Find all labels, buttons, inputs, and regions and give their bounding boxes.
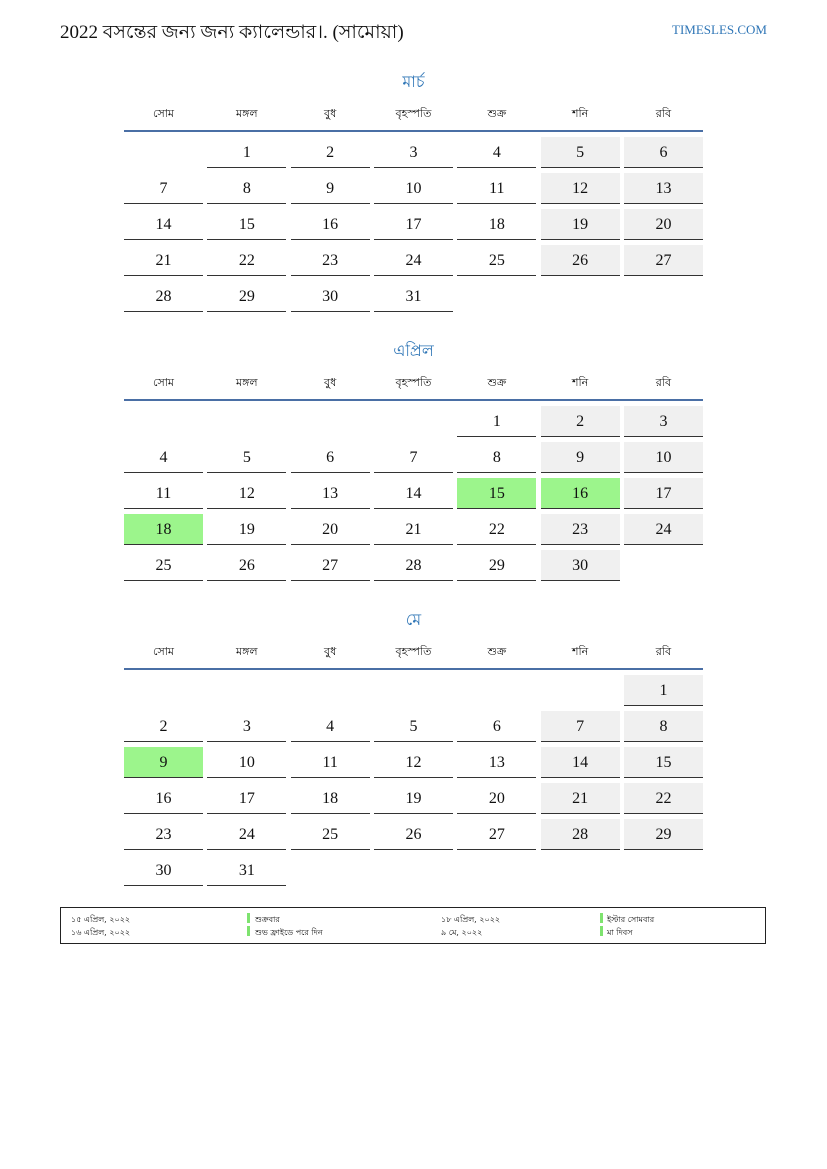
month-block xyxy=(124,70,703,312)
legend-swatch xyxy=(247,926,250,936)
weekday-label: বুধ xyxy=(324,376,337,389)
day-cell[interactable]: 17 xyxy=(207,783,286,814)
day-cell[interactable]: 21 xyxy=(541,783,620,814)
empty-day-cell xyxy=(624,281,703,312)
day-cell[interactable]: 15 xyxy=(624,747,703,778)
day-cell[interactable]: 21 xyxy=(374,514,453,545)
day-cell[interactable]: 27 xyxy=(291,550,370,581)
day-cell[interactable]: 27 xyxy=(457,819,536,850)
empty-day-cell xyxy=(207,675,286,706)
week-row xyxy=(124,545,703,581)
day-cell[interactable]: 26 xyxy=(207,550,286,581)
day-cell[interactable]: 9 xyxy=(291,173,370,204)
day-cell[interactable]: 10 xyxy=(624,442,703,473)
day-cell[interactable]: 6 xyxy=(457,711,536,742)
day-cell[interactable]: 15 xyxy=(207,209,286,240)
weekday-label: বৃহস্পতি xyxy=(395,107,432,120)
site-link[interactable]: TIMESLES.COM xyxy=(672,22,767,37)
day-cell[interactable]: 16 xyxy=(541,478,620,509)
empty-day-cell xyxy=(457,281,536,312)
week-row xyxy=(124,509,703,545)
day-cell[interactable]: 5 xyxy=(207,442,286,473)
weekday-label: শনি xyxy=(572,107,589,120)
day-cell[interactable]: 9 xyxy=(541,442,620,473)
day-cell[interactable]: 27 xyxy=(624,245,703,276)
day-cell[interactable]: 20 xyxy=(291,514,370,545)
day-cell[interactable]: 23 xyxy=(541,514,620,545)
day-cell[interactable]: 26 xyxy=(541,245,620,276)
empty-day-cell xyxy=(457,855,536,886)
month-title: মে xyxy=(405,610,422,629)
day-cell[interactable]: 4 xyxy=(291,711,370,742)
day-cell[interactable]: 18 xyxy=(291,783,370,814)
day-cell[interactable]: 13 xyxy=(291,478,370,509)
day-cell[interactable]: 14 xyxy=(541,747,620,778)
month-block xyxy=(124,339,703,581)
month-title: মার্চ xyxy=(402,72,425,91)
empty-day-cell xyxy=(291,675,370,706)
weekday-label: বৃহস্পতি xyxy=(395,645,432,658)
weekday-label: বৃহস্পতি xyxy=(395,376,432,389)
legend-date: ১৬ এপ্রিল, ২০২২ xyxy=(71,928,131,937)
page-title: 2022 বসন্তের জন্য জন্য ক্যালেন্ডার।. (সামোয়া) xyxy=(60,22,404,43)
day-cell[interactable]: 1 xyxy=(457,406,536,437)
legend-holiday-name: ইস্টার সোমবার xyxy=(607,915,655,924)
day-cell[interactable]: 30 xyxy=(291,281,370,312)
weekday-label: মঙ্গল xyxy=(236,645,258,658)
day-cell[interactable]: 10 xyxy=(374,173,453,204)
legend-swatch xyxy=(600,926,603,936)
day-cell[interactable]: 31 xyxy=(207,855,286,886)
legend-date: ৯ মে, ২০২২ xyxy=(441,928,483,937)
empty-day-cell xyxy=(457,675,536,706)
day-cell[interactable]: 3 xyxy=(374,137,453,168)
empty-day-cell xyxy=(291,855,370,886)
day-cell[interactable]: 14 xyxy=(124,209,203,240)
day-cell[interactable]: 15 xyxy=(457,478,536,509)
day-cell[interactable]: 21 xyxy=(124,245,203,276)
day-cell[interactable]: 6 xyxy=(624,137,703,168)
day-cell[interactable]: 28 xyxy=(541,819,620,850)
weekday-header xyxy=(124,642,703,668)
day-cell[interactable]: 28 xyxy=(374,550,453,581)
weekday-label: বুধ xyxy=(324,107,337,120)
day-cell[interactable]: 20 xyxy=(624,209,703,240)
day-cell[interactable]: 30 xyxy=(541,550,620,581)
empty-day-cell xyxy=(374,675,453,706)
week-row xyxy=(124,401,703,437)
legend-date: ১৫ এপ্রিল, ২০২২ xyxy=(71,915,131,924)
day-cell[interactable]: 2 xyxy=(291,137,370,168)
day-cell[interactable]: 12 xyxy=(207,478,286,509)
day-cell[interactable]: 16 xyxy=(124,783,203,814)
weekday-header xyxy=(124,104,703,130)
day-cell[interactable]: 19 xyxy=(374,783,453,814)
day-cell[interactable]: 11 xyxy=(457,173,536,204)
weekday-label: মঙ্গল xyxy=(236,376,258,389)
day-cell[interactable]: 24 xyxy=(624,514,703,545)
day-cell[interactable]: 13 xyxy=(457,747,536,778)
day-cell[interactable]: 23 xyxy=(291,245,370,276)
weekday-header xyxy=(124,373,703,399)
day-cell[interactable]: 4 xyxy=(124,442,203,473)
empty-day-cell xyxy=(541,281,620,312)
day-cell[interactable]: 8 xyxy=(624,711,703,742)
week-row xyxy=(124,850,703,886)
day-cell[interactable]: 29 xyxy=(457,550,536,581)
holiday-legend xyxy=(60,907,766,944)
day-cell[interactable]: 3 xyxy=(624,406,703,437)
empty-day-cell xyxy=(124,406,203,437)
day-cell[interactable]: 11 xyxy=(291,747,370,778)
day-cell[interactable]: 8 xyxy=(457,442,536,473)
day-cell[interactable]: 17 xyxy=(374,209,453,240)
day-cell[interactable]: 12 xyxy=(374,747,453,778)
weekday-label: মঙ্গল xyxy=(236,107,258,120)
legend-swatch xyxy=(247,913,250,923)
legend-date: ১৮ এপ্রিল, ২০২২ xyxy=(441,915,501,924)
week-row xyxy=(124,240,703,276)
day-cell[interactable]: 2 xyxy=(541,406,620,437)
empty-day-cell xyxy=(207,406,286,437)
day-cell[interactable]: 7 xyxy=(124,173,203,204)
week-row xyxy=(124,437,703,473)
day-cell[interactable]: 3 xyxy=(207,711,286,742)
day-cell[interactable]: 24 xyxy=(207,819,286,850)
day-cell[interactable]: 4 xyxy=(457,137,536,168)
day-cell[interactable]: 18 xyxy=(457,209,536,240)
empty-day-cell xyxy=(124,137,203,168)
legend-swatch xyxy=(600,913,603,923)
day-cell[interactable]: 11 xyxy=(124,478,203,509)
weekday-label: শুক্র xyxy=(487,376,507,389)
day-cell[interactable]: 1 xyxy=(207,137,286,168)
weekday-label: রবি xyxy=(655,107,672,120)
day-cell[interactable]: 7 xyxy=(374,442,453,473)
weekday-label: সোম xyxy=(152,376,175,389)
weekday-label: রবি xyxy=(655,376,672,389)
empty-day-cell xyxy=(624,855,703,886)
day-cell[interactable]: 25 xyxy=(124,550,203,581)
day-cell[interactable]: 7 xyxy=(541,711,620,742)
week-row xyxy=(124,778,703,814)
empty-day-cell xyxy=(291,406,370,437)
day-cell[interactable]: 12 xyxy=(541,173,620,204)
empty-day-cell xyxy=(374,406,453,437)
day-cell[interactable]: 22 xyxy=(624,783,703,814)
day-cell[interactable]: 5 xyxy=(541,137,620,168)
legend-holiday-name: মা দিবস xyxy=(607,928,633,937)
day-cell[interactable]: 29 xyxy=(624,819,703,850)
day-cell[interactable]: 14 xyxy=(374,478,453,509)
legend-holiday-name: শুভ ফ্রাইডে পরে দিন xyxy=(255,928,323,937)
empty-day-cell xyxy=(541,675,620,706)
empty-day-cell xyxy=(374,855,453,886)
day-cell[interactable]: 20 xyxy=(457,783,536,814)
empty-day-cell xyxy=(124,675,203,706)
week-row xyxy=(124,814,703,850)
day-cell[interactable]: 16 xyxy=(291,209,370,240)
day-cell[interactable]: 18 xyxy=(124,514,203,545)
week-row xyxy=(124,473,703,509)
day-cell[interactable]: 19 xyxy=(207,514,286,545)
month-title: এপ্রিল xyxy=(393,341,434,360)
weekday-label: বুধ xyxy=(324,645,337,658)
week-row xyxy=(124,742,703,778)
month-block xyxy=(124,608,703,886)
empty-day-cell xyxy=(541,855,620,886)
day-cell[interactable]: 31 xyxy=(374,281,453,312)
weekday-label: শুক্র xyxy=(487,645,507,658)
day-cell[interactable]: 28 xyxy=(124,281,203,312)
weekday-label: রবি xyxy=(655,645,672,658)
day-cell[interactable]: 25 xyxy=(291,819,370,850)
empty-day-cell xyxy=(624,550,703,581)
day-cell[interactable]: 23 xyxy=(124,819,203,850)
day-cell[interactable]: 13 xyxy=(624,173,703,204)
day-cell[interactable]: 1 xyxy=(624,675,703,706)
week-row xyxy=(124,276,703,312)
day-cell[interactable]: 9 xyxy=(124,747,203,778)
day-cell[interactable]: 22 xyxy=(207,245,286,276)
week-row xyxy=(124,168,703,204)
day-cell[interactable]: 10 xyxy=(207,747,286,778)
day-cell[interactable]: 25 xyxy=(457,245,536,276)
day-cell[interactable]: 6 xyxy=(291,442,370,473)
legend-holiday-name: শুক্রবার xyxy=(255,915,280,924)
day-cell[interactable]: 22 xyxy=(457,514,536,545)
day-cell[interactable]: 26 xyxy=(374,819,453,850)
week-row xyxy=(124,670,703,706)
week-row xyxy=(124,706,703,742)
day-cell[interactable]: 8 xyxy=(207,173,286,204)
weekday-label: সোম xyxy=(152,107,175,120)
day-cell[interactable]: 5 xyxy=(374,711,453,742)
day-cell[interactable]: 29 xyxy=(207,281,286,312)
weekday-label: সোম xyxy=(152,645,175,658)
day-cell[interactable]: 2 xyxy=(124,711,203,742)
week-row xyxy=(124,204,703,240)
day-cell[interactable]: 17 xyxy=(624,478,703,509)
day-cell[interactable]: 19 xyxy=(541,209,620,240)
week-row xyxy=(124,132,703,168)
day-cell[interactable]: 24 xyxy=(374,245,453,276)
day-cell[interactable]: 30 xyxy=(124,855,203,886)
weekday-label: শুক্র xyxy=(487,107,507,120)
weekday-label: শনি xyxy=(572,645,589,658)
weekday-label: শনি xyxy=(572,376,589,389)
